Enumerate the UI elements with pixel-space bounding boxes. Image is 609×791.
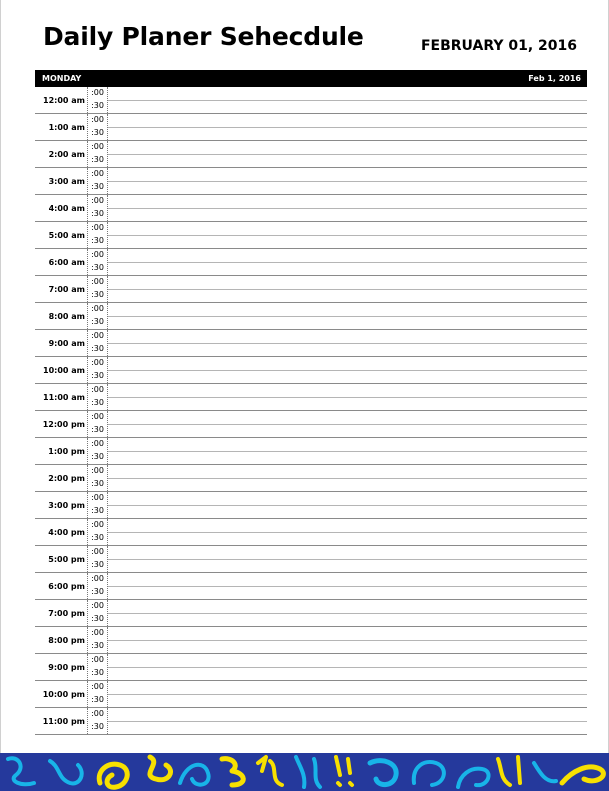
half-hour-line <box>108 532 587 533</box>
minute-column <box>87 465 108 491</box>
squiggle-yellow-1 <box>99 764 127 787</box>
minute-mark-30: :30 <box>91 641 104 650</box>
minute-mark-30: :30 <box>91 398 104 407</box>
squiggle-cyan-1 <box>8 758 34 784</box>
minute-mark-30: :30 <box>91 587 104 596</box>
minute-column <box>87 222 108 248</box>
half-hour-line <box>108 613 587 614</box>
minute-column <box>87 627 108 653</box>
minute-mark-30: :30 <box>91 533 104 542</box>
half-hour-line <box>108 208 587 209</box>
half-hour-line <box>108 343 587 344</box>
minute-mark-00: :00 <box>91 628 104 637</box>
squiggle-cyan-2 <box>50 761 82 783</box>
hour-row <box>35 519 587 546</box>
page-title: Daily Planer Sehecdule <box>43 22 364 51</box>
squiggle-cyan-6 <box>414 762 444 785</box>
hour-row <box>35 87 587 114</box>
minute-column <box>87 276 108 302</box>
half-hour-line <box>108 262 587 263</box>
hour-label: 7:00 pm <box>48 608 85 618</box>
minute-column <box>87 492 108 518</box>
minute-mark-00: :00 <box>91 601 104 610</box>
hour-row <box>35 411 587 438</box>
squiggle-pattern <box>0 753 609 791</box>
minute-column <box>87 573 108 599</box>
hour-row <box>35 168 587 195</box>
minute-mark-00: :00 <box>91 142 104 151</box>
half-hour-line <box>108 154 587 155</box>
half-hour-line <box>108 289 587 290</box>
hour-row <box>35 249 587 276</box>
minute-mark-30: :30 <box>91 155 104 164</box>
hour-label: 10:00 pm <box>42 689 85 699</box>
minute-mark-00: :00 <box>91 304 104 313</box>
squiggle-yellow-3 <box>222 759 243 785</box>
day-header-bar <box>35 70 587 87</box>
half-hour-line <box>108 397 587 398</box>
minute-mark-00: :00 <box>91 88 104 97</box>
minute-column <box>87 681 108 707</box>
hour-label: 4:00 pm <box>48 527 85 537</box>
hour-label: 9:00 pm <box>48 662 85 672</box>
minute-column <box>87 411 108 437</box>
minute-mark-30: :30 <box>91 344 104 353</box>
decorative-footer-band <box>0 753 609 791</box>
half-hour-line <box>108 721 587 722</box>
hour-label: 4:00 am <box>48 203 85 213</box>
day-name: MONDAY <box>42 74 82 83</box>
minute-column <box>87 87 108 113</box>
hour-row <box>35 357 587 384</box>
hour-label: 2:00 pm <box>48 473 85 483</box>
minute-mark-00: :00 <box>91 169 104 178</box>
minute-column <box>87 168 108 194</box>
hour-row <box>35 438 587 465</box>
hour-row <box>35 465 587 492</box>
minute-mark-00: :00 <box>91 439 104 448</box>
half-hour-line <box>108 478 587 479</box>
minute-mark-30: :30 <box>91 263 104 272</box>
hour-label: 2:00 am <box>48 149 85 159</box>
minute-mark-30: :30 <box>91 668 104 677</box>
hour-row <box>35 681 587 708</box>
half-hour-line <box>108 181 587 182</box>
minute-mark-00: :00 <box>91 385 104 394</box>
page-left-edge <box>0 0 1 791</box>
minute-mark-30: :30 <box>91 506 104 515</box>
squiggle-yellow-6 <box>498 757 520 785</box>
hour-label: 7:00 am <box>48 284 85 294</box>
minute-mark-00: :00 <box>91 466 104 475</box>
squiggle-yellow-4 <box>258 757 282 785</box>
half-hour-line <box>108 694 587 695</box>
hour-label: 11:00 pm <box>42 716 85 726</box>
minute-mark-30: :30 <box>91 560 104 569</box>
minute-mark-00: :00 <box>91 493 104 502</box>
minute-mark-30: :30 <box>91 479 104 488</box>
minute-mark-00: :00 <box>91 358 104 367</box>
hour-row <box>35 114 587 141</box>
hour-row <box>35 546 587 573</box>
hour-label: 8:00 am <box>48 311 85 321</box>
minute-mark-30: :30 <box>91 182 104 191</box>
half-hour-line <box>108 235 587 236</box>
hour-row <box>35 708 587 735</box>
minute-column <box>87 330 108 356</box>
minute-column <box>87 438 108 464</box>
minute-mark-00: :00 <box>91 277 104 286</box>
half-hour-line <box>108 451 587 452</box>
minute-mark-00: :00 <box>91 223 104 232</box>
squiggle-yellow-5 <box>336 757 352 785</box>
hour-label: 11:00 am <box>43 392 85 402</box>
hour-label: 6:00 pm <box>48 581 85 591</box>
squiggle-cyan-5 <box>370 761 396 785</box>
hour-row <box>35 654 587 681</box>
minute-mark-00: :00 <box>91 115 104 124</box>
minute-mark-00: :00 <box>91 574 104 583</box>
half-hour-line <box>108 667 587 668</box>
hour-label: 10:00 am <box>43 365 85 375</box>
minute-column <box>87 519 108 545</box>
hour-row <box>35 303 587 330</box>
minute-column <box>87 654 108 680</box>
minute-column <box>87 249 108 275</box>
half-hour-line <box>108 316 587 317</box>
minute-mark-00: :00 <box>91 196 104 205</box>
minute-mark-00: :00 <box>91 412 104 421</box>
hour-label: 3:00 pm <box>48 500 85 510</box>
hour-row <box>35 276 587 303</box>
half-hour-line <box>108 370 587 371</box>
half-hour-line <box>108 586 587 587</box>
half-hour-line <box>108 640 587 641</box>
hour-row <box>35 141 587 168</box>
hour-label: 5:00 am <box>48 230 85 240</box>
minute-mark-30: :30 <box>91 209 104 218</box>
squiggle-yellow-7 <box>562 767 603 783</box>
hour-row <box>35 600 587 627</box>
hour-row <box>35 573 587 600</box>
half-hour-line <box>108 424 587 425</box>
minute-mark-00: :00 <box>91 655 104 664</box>
half-hour-line <box>108 100 587 101</box>
hour-row <box>35 195 587 222</box>
minute-column <box>87 114 108 140</box>
minute-mark-00: :00 <box>91 331 104 340</box>
minute-mark-30: :30 <box>91 236 104 245</box>
hour-label: 12:00 am <box>43 95 85 105</box>
minute-mark-00: :00 <box>91 250 104 259</box>
minute-mark-30: :30 <box>91 614 104 623</box>
hour-label: 5:00 pm <box>48 554 85 564</box>
minute-mark-00: :00 <box>91 709 104 718</box>
half-hour-line <box>108 559 587 560</box>
hour-label: 3:00 am <box>48 176 85 186</box>
minute-mark-00: :00 <box>91 547 104 556</box>
hour-label: 1:00 am <box>48 122 85 132</box>
squiggle-cyan-3 <box>180 765 209 785</box>
minute-mark-00: :00 <box>91 682 104 691</box>
hour-row <box>35 492 587 519</box>
day-date: Feb 1, 2016 <box>528 74 581 83</box>
minute-column <box>87 303 108 329</box>
hour-row <box>35 330 587 357</box>
hour-label: 1:00 pm <box>48 446 85 456</box>
hour-label: 8:00 pm <box>48 635 85 645</box>
minute-mark-30: :30 <box>91 722 104 731</box>
minute-mark-00: :00 <box>91 520 104 529</box>
hour-label: 12:00 pm <box>42 419 85 429</box>
minute-mark-30: :30 <box>91 128 104 137</box>
half-hour-line <box>108 505 587 506</box>
squiggle-cyan-4 <box>296 757 320 787</box>
minute-column <box>87 195 108 221</box>
minute-column <box>87 384 108 410</box>
minute-mark-30: :30 <box>91 101 104 110</box>
minute-mark-30: :30 <box>91 695 104 704</box>
hour-label: 9:00 am <box>48 338 85 348</box>
hour-row <box>35 222 587 249</box>
minute-column <box>87 708 108 734</box>
minute-column <box>87 600 108 626</box>
minute-mark-30: :30 <box>91 317 104 326</box>
minute-column <box>87 141 108 167</box>
squiggle-cyan-7 <box>458 769 489 787</box>
hour-row <box>35 384 587 411</box>
minute-mark-30: :30 <box>91 290 104 299</box>
minute-column <box>87 357 108 383</box>
minute-mark-30: :30 <box>91 425 104 434</box>
hour-row <box>35 627 587 654</box>
hourly-schedule <box>35 87 587 735</box>
date-heading: FEBRUARY 01, 2016 <box>420 38 577 54</box>
minute-mark-30: :30 <box>91 452 104 461</box>
squiggle-cyan-8 <box>534 763 556 781</box>
half-hour-line <box>108 127 587 128</box>
squiggle-yellow-2 <box>150 757 171 780</box>
hour-label: 6:00 am <box>48 257 85 267</box>
minute-mark-30: :30 <box>91 371 104 380</box>
minute-column <box>87 546 108 572</box>
